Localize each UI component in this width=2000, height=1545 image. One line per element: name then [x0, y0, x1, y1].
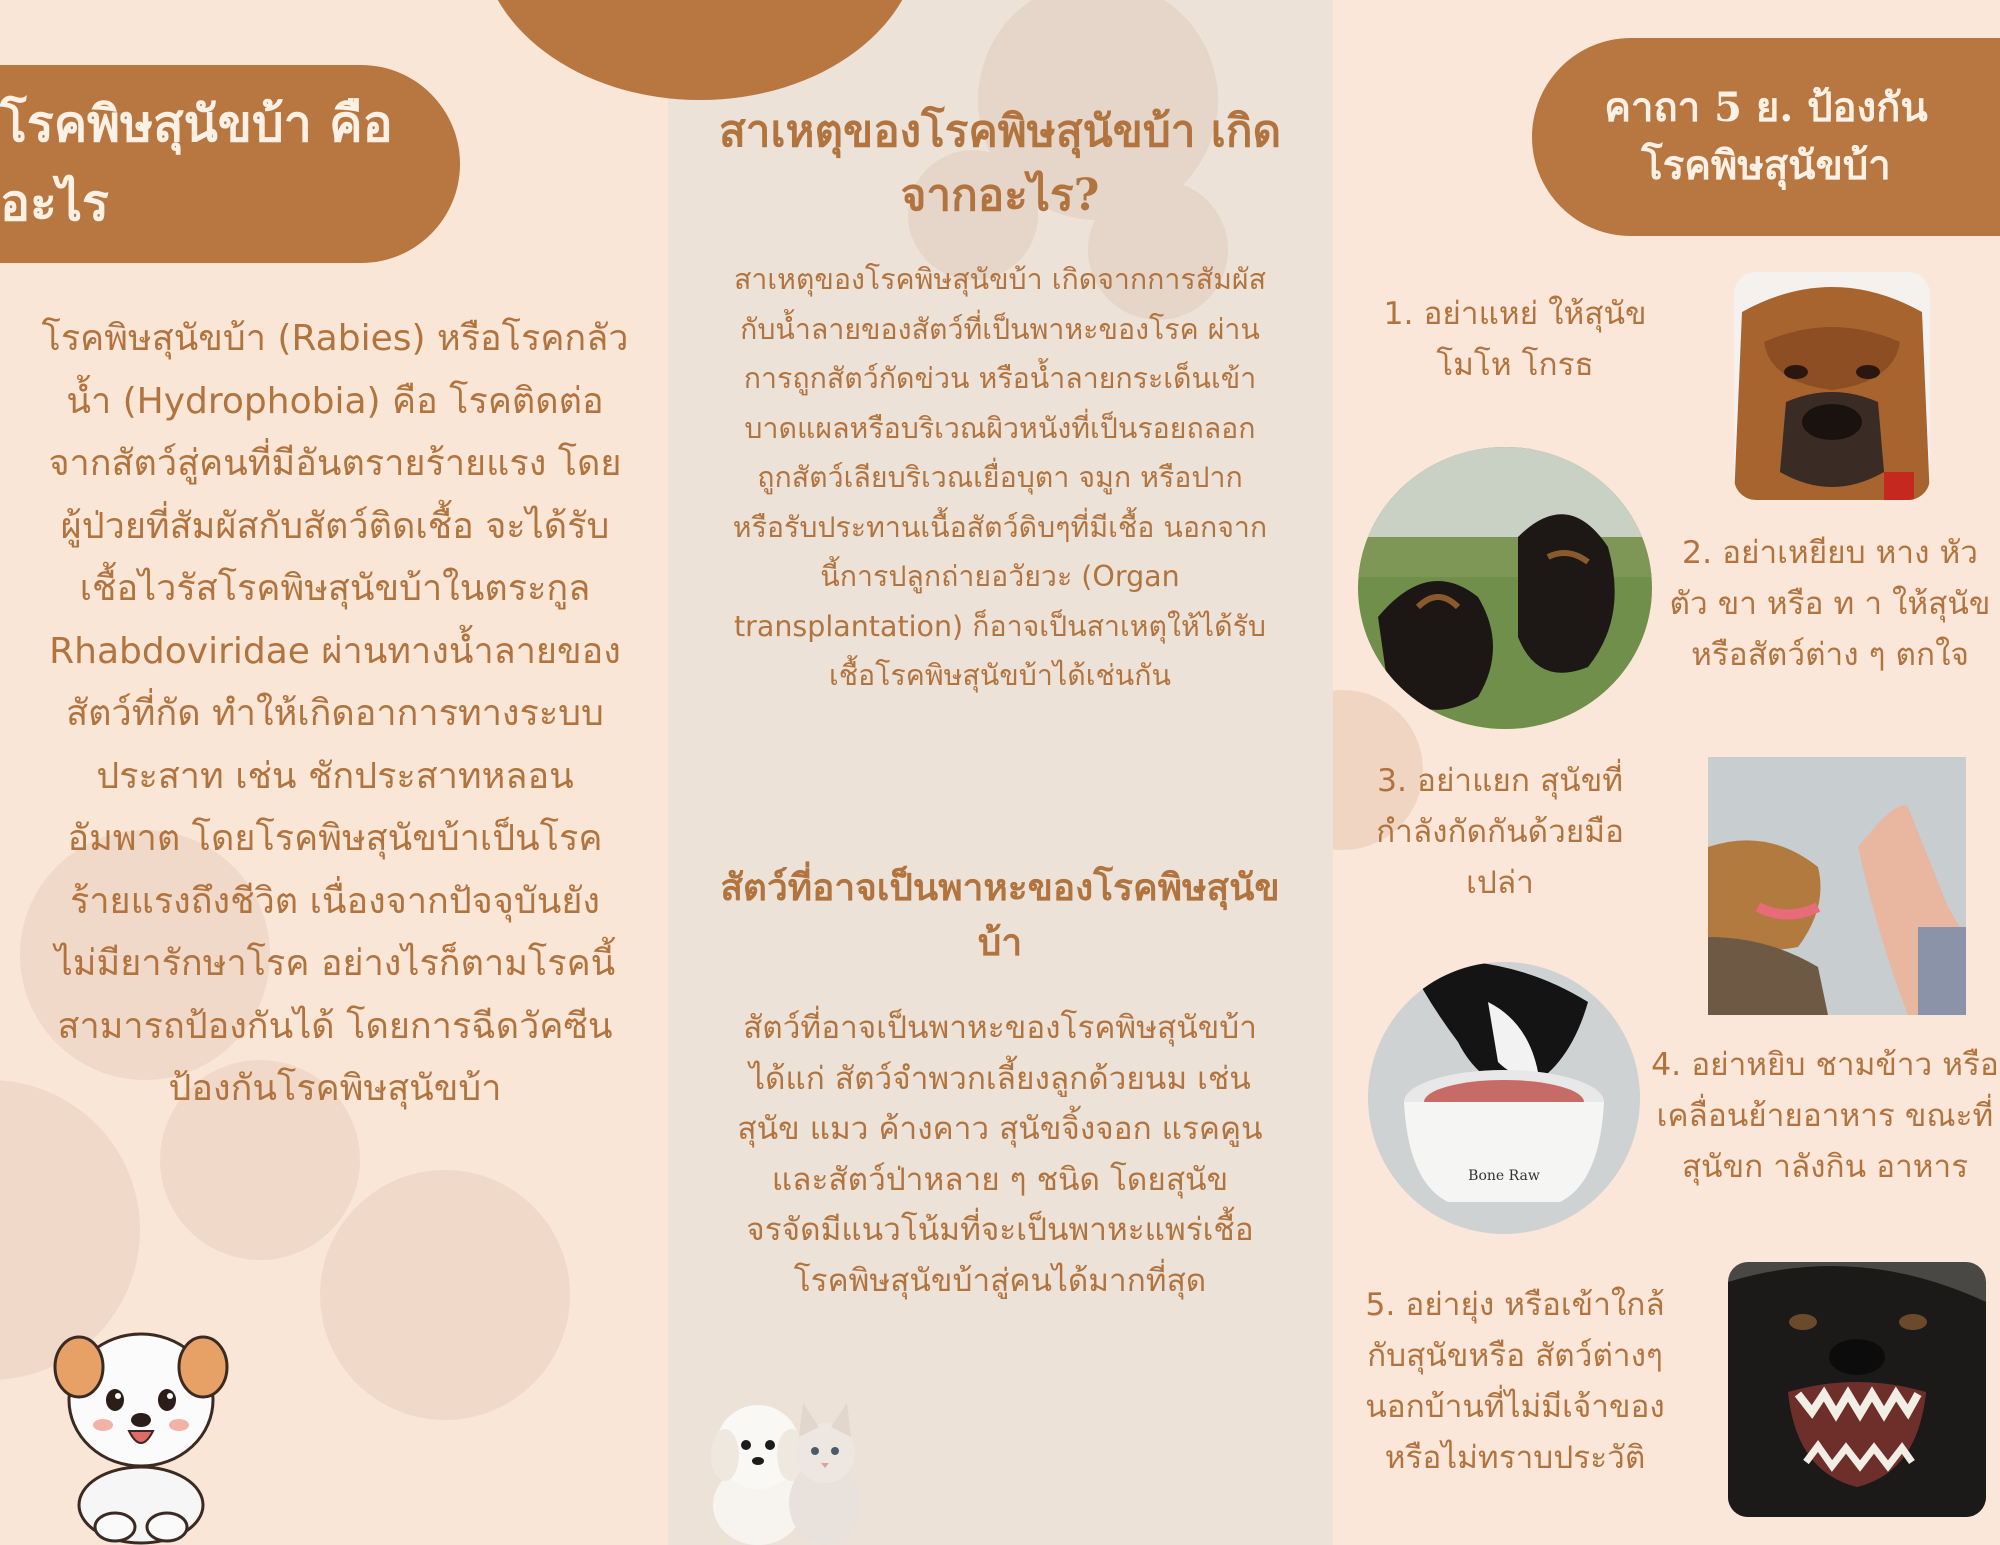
cause-text: สาเหตุของโรคพิษสุนัขบ้า เกิดจากการสัมผัสกับน้ำลายของสัตว์ที่เป็นพาหะของโรค ผ่านการถูกสัตว์กัดข่วน หรือน้ำลายกระเด็นเข้าบาดแผลหรือบริเวณผิวหนังที่เป็นรอยถลอก ถูกสัตว์เลียบริเวณเยื่อบุตา จมูก หรือปาก หรือรับประทานเนื้อสัตว์ดิบๆที่มีเชื้อ นอกจากนี้การปลูกถ่ายอวัยวะ (Organ transplantation) ก็อาจเป็นสาเหตุให้ได้รับเชื้อโรคพิษสุนัขบ้าได้เช่นกัน	[732, 263, 1268, 692]
right-title-line1: คาถา 5 ย. ป้องกัน	[1604, 84, 1928, 131]
cartoon-puppy-image	[45, 1305, 237, 1545]
step-5-text: 5. อย่ายุ่ง หรือเข้าใกล้กับสุนัขหรือ สัตว์ต่างๆนอกบ้านที่ไม่มีเจ้าของ หรือไม่ทราบประวัติ	[1365, 1287, 1665, 1476]
right-title-banner	[1532, 38, 2000, 236]
snarling-dog-photo	[1728, 1262, 1986, 1517]
dog-eating-from-bowl-photo	[1368, 962, 1640, 1234]
decor-circle	[320, 1170, 570, 1420]
middle-panel	[668, 0, 1333, 1545]
right-title-line2: โรคพิษสุนัขบ้า	[1641, 142, 1891, 189]
bowl-logo: Bone Raw	[1468, 1168, 1540, 1184]
dogs-fighting-photo	[1358, 447, 1652, 729]
step-3-text: 3. อย่าแยก สุนัขที่กำลังกัดกันด้วยมือเปล่า	[1376, 763, 1624, 901]
puppy-kitten-image	[703, 1385, 873, 1545]
step-1-text: 1. อย่าแหย่ ให้สุนัขโมโห โกรธ	[1383, 296, 1647, 383]
carriers-heading: สัตว์ที่อาจเป็นพาหะของโรคพิษสุนัขบ้า	[720, 865, 1280, 964]
cause-heading: สาเหตุของโรคพิษสุนัขบ้า เกิดจากอะไร?	[718, 106, 1282, 221]
left-title-banner	[0, 65, 460, 263]
left-title: โรคพิษสุนัขบ้า คืออะไร	[0, 94, 393, 232]
angry-boxer-dog-photo	[1734, 272, 1930, 500]
rabies-definition-text: โรคพิษสุนัขบ้า (Rabies) หรือโรคกลัวน้ำ (Hydrophobia) คือ โรคติดต่อจากสัตว์สู่คนที่มีอันตรายร้ายแรง โดยผู้ป่วยที่สัมผัสกับสัตว์ติดเชื้อ จะได้รับเชื้อไวรัสโรคพิษสุนัขบ้าในตระกูล Rhabdoviridae ผ่านทางน้ำลายของสัตว์ที่กัด ทำให้เกิดอาการทางระบบประสาท เช่น ชักประสาทหลอน อัมพาต โดยโรคพิษสุนัขบ้าเป็นโรคร้ายแรงถึงชีวิต เนื่องจากปัจจุบันยังไม่มียารักษาโรค อย่างไรก็ตามโรคนี้สามารถป้องกันได้ โดยการฉีดวัคซีนป้องกันโรคพิษสุนัขบ้า	[41, 318, 629, 1109]
dog-and-hand-photo	[1708, 757, 1966, 1015]
carriers-text: สัตว์ที่อาจเป็นพาหะของโรคพิษสุนัขบ้าได้แก่ สัตว์จำพวกเลี้ยงลูกด้วยนม เช่น สุนัข แมว ค้างคาว สุนัขจิ้งจอก แรคคูน และสัตว์ป่าหลาย ๆ ชนิด โดยสุนัขจรจัดมีแนวโน้มที่จะเป็นพาหะแพร่เชื้อโรคพิษสุนัขบ้าสู่คนได้มากที่สุด	[737, 1010, 1263, 1299]
step-4-text: 4. อย่าหยิบ ชามข้าว หรือเคลื่อนย้ายอาหาร ขณะที่สุนัขก าลังกิน อาหาร	[1651, 1047, 1999, 1185]
step-2-text: 2. อย่าเหยียบ หาง หัว ตัว ขา หรือ ท า ให้สุนัขหรือสัตว์ต่าง ๆ ตกใจ	[1669, 535, 1991, 673]
